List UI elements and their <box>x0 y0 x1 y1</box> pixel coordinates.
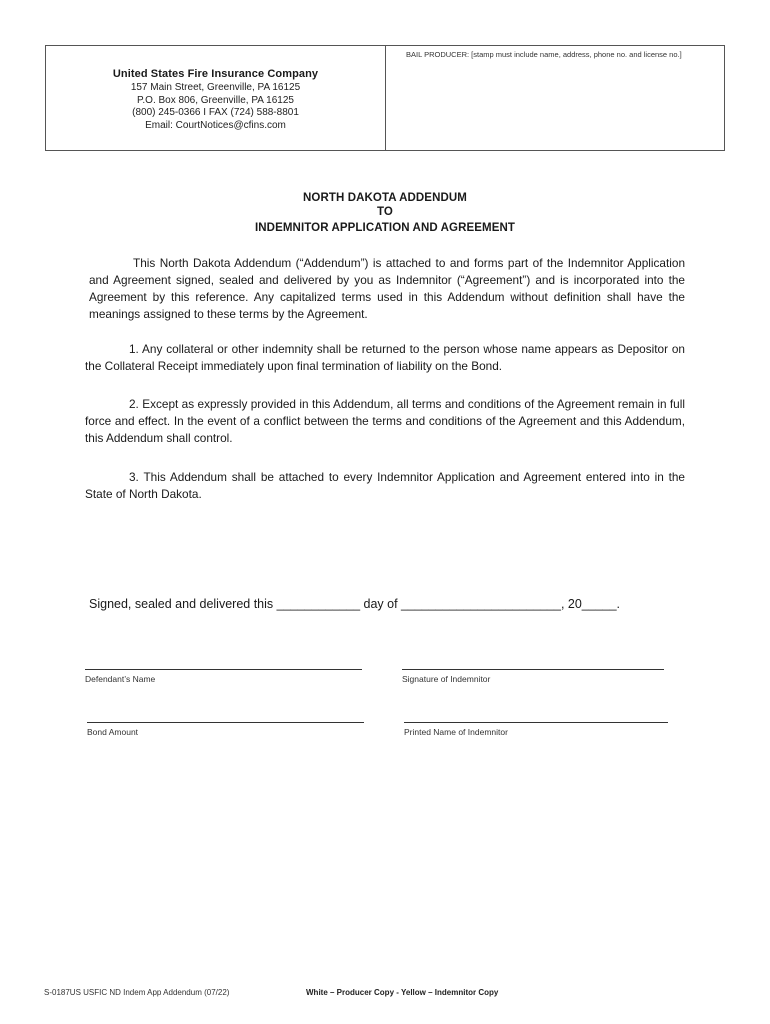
form-code: S-0187US USFIC ND Indem App Addendum (07/22) <box>44 988 230 997</box>
defendant-name-field[interactable] <box>85 669 362 670</box>
bail-producer-label: BAIL PRODUCER: [stamp must include name, address, phone no. and license no.] <box>406 50 682 59</box>
phone-fax: (800) 245-0366 I FAX (724) 588-8801 <box>132 107 299 118</box>
indemnitor-signature-label: Signature of Indemnitor <box>402 674 491 684</box>
printed-name-label: Printed Name of Indemnitor <box>404 727 508 737</box>
signed-date-line[interactable]: Signed, sealed and delivered this ____________ day of _______________________, 20_____. <box>89 597 621 611</box>
indemnitor-signature-field[interactable] <box>402 669 664 670</box>
bond-amount-label: Bond Amount <box>87 727 139 737</box>
document-title: NORTH DAKOTA ADDENDUM <box>303 192 467 204</box>
clause-2 <box>85 396 685 447</box>
clause-3-text: 3. This Addendum shall be attached to every Indemnitor Application and Agreement entered into in the State of North Dakota. <box>85 470 685 501</box>
intro-paragraph <box>89 255 685 323</box>
clause-3 <box>85 469 685 503</box>
email: Email: CourtNotices@cfins.com <box>145 119 286 131</box>
intro-text: This North Dakota Addendum (“Addendum”) is attached to and forms part of the Indemnitor Application and Agreement signed, sealed and delivered by you as Indemnitor (“Agreement”) and is incorporated into the Agreement by this reference. Any capitalized terms used in this Addendum without definition shall have the meanings assigned to these terms by the Agreement. <box>89 256 685 321</box>
clause-1 <box>85 341 685 375</box>
company-block <box>46 46 386 150</box>
defendant-name-label: Defendant’s Name <box>85 674 156 684</box>
address-po-box: P.O. Box 806, Greenville, PA 16125 <box>137 94 294 106</box>
document-subtitle: INDEMNITOR APPLICATION AND AGREEMENT <box>254 222 515 234</box>
address-street: 157 Main Street, Greenville, PA 16125 <box>130 82 301 93</box>
copy-distribution: White – Producer Copy - Yellow – Indemnitor Copy <box>306 988 499 997</box>
header-box <box>45 45 725 151</box>
document-title-to: TO <box>377 206 393 218</box>
clause-1-text: 1. Any collateral or other indemnity shall be returned to the person whose name appears as Depositor on the Collateral Receipt immediately upon final termination of liability on the Bond. <box>85 342 685 373</box>
clause-2-text: 2. Except as expressly provided in this Addendum, all terms and conditions of the Agreement remain in full force and effect. In the event of a conflict between the terms and conditions of the Agreement and this Addendum, this Addendum shall control. <box>85 397 685 445</box>
printed-name-field[interactable] <box>404 722 668 723</box>
company-name: United States Fire Insurance Company <box>112 68 319 80</box>
bond-amount-field[interactable] <box>87 722 364 723</box>
